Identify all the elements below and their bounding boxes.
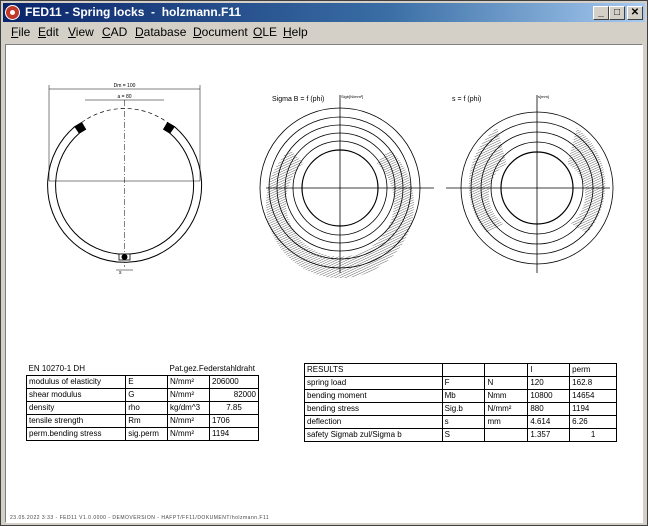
results-header-cell bbox=[442, 364, 485, 377]
results-header-cell bbox=[485, 364, 528, 377]
property-unit: kg/dm^3 bbox=[168, 402, 210, 415]
stress-plot-axis-label: Sigb[N/mm²] bbox=[341, 94, 364, 99]
minimize-button[interactable]: _ bbox=[593, 6, 609, 20]
result-unit: mm bbox=[485, 416, 528, 429]
property-symbol: rho bbox=[126, 402, 168, 415]
table-row bbox=[27, 376, 259, 389]
result-label: spring load bbox=[305, 377, 443, 390]
result-label: bending moment bbox=[305, 390, 443, 403]
table-row bbox=[305, 403, 617, 416]
menu-database[interactable]: Database bbox=[135, 25, 187, 39]
property-value: 82000 bbox=[210, 389, 259, 402]
menu-view[interactable]: View bbox=[68, 25, 94, 39]
table-row bbox=[27, 402, 259, 415]
result-symbol: F bbox=[442, 377, 485, 390]
result-perm: 1194 bbox=[570, 403, 617, 416]
results-table bbox=[304, 363, 617, 442]
window-title: FED11 - Spring locks - holzmann.F11 bbox=[25, 5, 242, 19]
table-row bbox=[27, 428, 259, 441]
table-row bbox=[305, 377, 617, 390]
table-row bbox=[305, 416, 617, 429]
title-bar[interactable] bbox=[3, 3, 645, 22]
result-unit: Nmm bbox=[485, 390, 528, 403]
property-value: 206000 bbox=[210, 376, 259, 389]
result-unit: N/mm² bbox=[485, 403, 528, 416]
property-unit: N/mm² bbox=[168, 389, 210, 402]
result-label: deflection bbox=[305, 416, 443, 429]
property-value: 7.85 bbox=[210, 402, 259, 415]
material-table bbox=[26, 363, 259, 441]
document-footer: 23.05.2022 3:33 - FED11 V1.0.0000 - DEMOVERSION - HAFPT/FF11/DOKUMENT/holzmann.F11 bbox=[10, 515, 270, 521]
menu-help[interactable]: Help bbox=[283, 25, 308, 39]
table-row bbox=[27, 389, 259, 402]
property-value: 1706 bbox=[210, 415, 259, 428]
dimension-s-label: s bbox=[119, 270, 122, 276]
material-standard: EN 10270-1 DH bbox=[28, 364, 85, 373]
results-header-cell: I bbox=[528, 364, 570, 377]
table-row bbox=[305, 429, 617, 442]
property-label: perm.bending stress bbox=[27, 428, 126, 441]
result-value: 4.614 bbox=[528, 416, 570, 429]
result-value: 120 bbox=[528, 377, 570, 390]
material-name: Pat.gez.Federstahldraht bbox=[169, 364, 255, 373]
property-unit: N/mm² bbox=[168, 376, 210, 389]
result-perm: 14654 bbox=[570, 390, 617, 403]
property-symbol: E bbox=[126, 376, 168, 389]
result-unit bbox=[485, 429, 528, 442]
results-title: RESULTS bbox=[305, 364, 443, 377]
result-symbol: s bbox=[442, 416, 485, 429]
table-row bbox=[305, 390, 617, 403]
menu-cad[interactable]: CAD bbox=[102, 25, 128, 39]
result-unit: N bbox=[485, 377, 528, 390]
property-label: tensile strength bbox=[27, 415, 126, 428]
stress-polar-plot bbox=[260, 95, 434, 278]
property-symbol: Rm bbox=[126, 415, 168, 428]
result-perm: 6.26 bbox=[570, 416, 617, 429]
result-value: 10800 bbox=[528, 390, 570, 403]
close-button[interactable]: ✕ bbox=[627, 6, 643, 20]
table-row bbox=[27, 415, 259, 428]
property-label: density bbox=[27, 402, 126, 415]
deflection-plot-axis-label: s[mm] bbox=[538, 94, 549, 99]
menu-bar bbox=[3, 23, 645, 42]
stress-plot-title: Sigma B = f (phi) bbox=[272, 96, 325, 103]
menu-document[interactable]: Document bbox=[193, 25, 248, 39]
menu-file[interactable]: File bbox=[11, 25, 31, 39]
result-symbol: Mb bbox=[442, 390, 485, 403]
property-label: shear modulus bbox=[27, 389, 126, 402]
property-symbol: sig.perm bbox=[126, 428, 168, 441]
result-symbol: S bbox=[442, 429, 485, 442]
menu-edit[interactable]: Edit bbox=[38, 25, 59, 39]
result-value: 1.357 bbox=[528, 429, 570, 442]
result-perm: 1 bbox=[570, 429, 617, 442]
result-symbol: Sig.b bbox=[442, 403, 485, 416]
property-unit: N/mm² bbox=[168, 415, 210, 428]
dimension-a-label: a = 80 bbox=[117, 94, 132, 100]
app-icon[interactable] bbox=[5, 5, 20, 20]
property-unit: N/mm² bbox=[168, 428, 210, 441]
dimension-dm-label: Dm = 100 bbox=[113, 83, 136, 89]
cad-drawing bbox=[6, 45, 642, 522]
result-label: safety Sigmab zul/Sigma b bbox=[305, 429, 443, 442]
material-header-row bbox=[27, 363, 259, 376]
result-perm: 162.8 bbox=[570, 377, 617, 390]
spring-ring-drawing bbox=[48, 85, 202, 270]
results-header-cell: perm bbox=[570, 364, 617, 377]
deflection-polar-plot bbox=[446, 95, 613, 273]
property-label: modulus of elasticity bbox=[27, 376, 126, 389]
document-canvas[interactable] bbox=[5, 44, 643, 523]
deflection-plot-title: s = f (phi) bbox=[452, 96, 482, 103]
result-value: 880 bbox=[528, 403, 570, 416]
property-value: 1194 bbox=[210, 428, 259, 441]
menu-ole[interactable]: OLE bbox=[253, 25, 278, 39]
property-symbol: G bbox=[126, 389, 168, 402]
results-header-row bbox=[305, 364, 617, 377]
result-label: bending stress bbox=[305, 403, 443, 416]
maximize-button[interactable]: □ bbox=[609, 6, 625, 20]
